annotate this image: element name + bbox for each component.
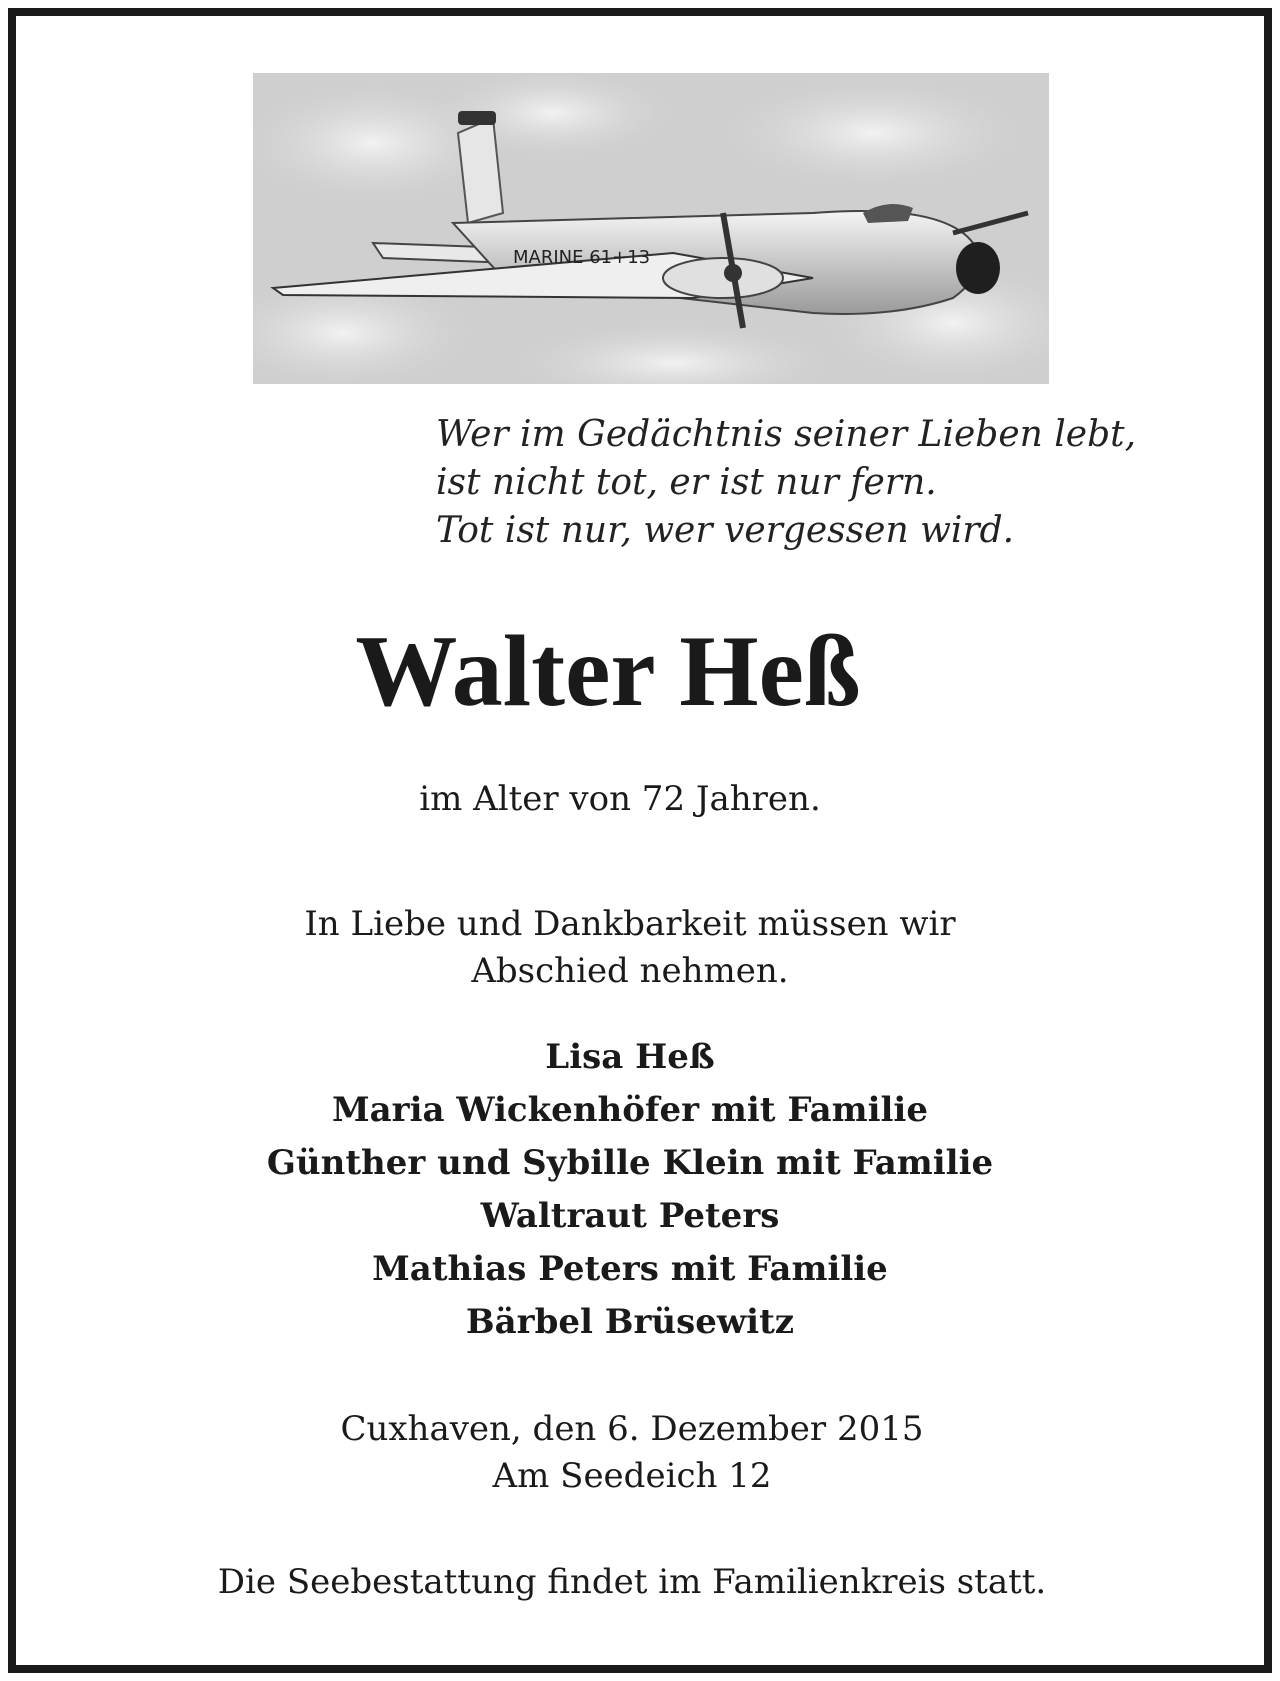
airplane-icon	[253, 73, 1049, 384]
airplane-photo	[253, 73, 1049, 384]
farewell-text	[0, 901, 1262, 995]
place-and-date	[0, 1406, 1264, 1500]
farewell-line: In Liebe und Dankbarkeit müssen wir	[304, 904, 956, 944]
mourners-list	[0, 1031, 1262, 1349]
obituary-frame	[8, 8, 1272, 1673]
closing-note: Die Seebestattung findet im Familienkreis statt.	[217, 1562, 1047, 1602]
date-line: Cuxhaven, den 6. Dezember 2015	[340, 1409, 924, 1449]
mourner-name: Bärbel Brüsewitz	[465, 1302, 795, 1342]
mourner-name: Lisa Heß	[545, 1037, 715, 1077]
farewell-line: Abschied nehmen.	[471, 951, 789, 991]
quote-line: Tot ist nur, wer vergessen wird.	[436, 510, 1015, 551]
mourner-name: Waltraut Peters	[480, 1196, 780, 1236]
mourner-name: Mathias Peters mit Familie	[372, 1249, 888, 1289]
fuselage-marking: MARINE 61+13	[513, 247, 651, 268]
address-line: Am Seedeich 12	[492, 1456, 772, 1496]
deceased-name: Walter Heß	[355, 615, 861, 728]
age-line: im Alter von 72 Jahren.	[419, 779, 821, 819]
memorial-quote	[436, 411, 1236, 555]
mourner-name: Günther und Sybille Klein mit Familie	[266, 1143, 994, 1183]
mourner-name: Maria Wickenhöfer mit Familie	[332, 1090, 928, 1130]
quote-line: Wer im Gedächtnis seiner Lieben lebt,	[436, 414, 1137, 455]
quote-line: ist nicht tot, er ist nur fern.	[436, 462, 937, 503]
